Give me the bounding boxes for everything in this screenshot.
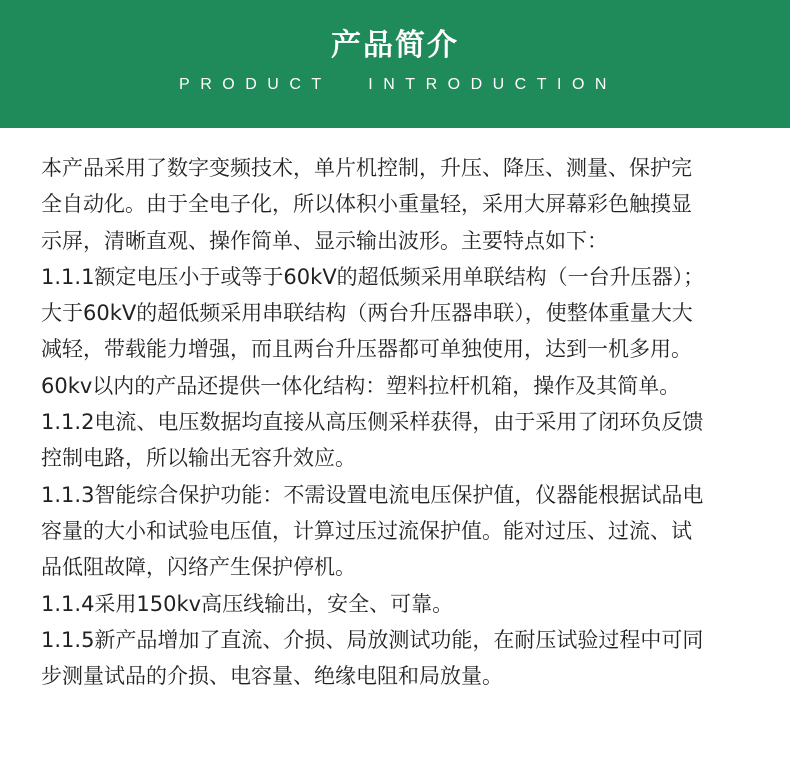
header-banner	[0, 0, 790, 128]
text-line: 1.1.3智能综合保护功能：不需设置电流电压保护值，仪器能根据试品电	[41, 482, 704, 507]
intro-text	[41, 150, 765, 694]
text-line: 控制电路，所以输出无容升效应。	[41, 446, 356, 471]
text-line: 全自动化。由于全电子化，所以体积小重量轻，采用大屏幕彩色触摸显	[41, 192, 692, 217]
text-line: 1.1.5新产品增加了直流、介损、局放测试功能，在耐压试验过程中可同	[41, 627, 704, 652]
text-line: 1.1.2电流、电压数据均直接从高压侧采样获得，由于采用了闭环负反馈	[41, 410, 704, 435]
page-subtitle: PRODUCT INTRODUCTION	[179, 76, 617, 93]
text-line: 步测量试品的介损、电容量、绝缘电阻和局放量。	[41, 664, 503, 689]
text-line: 示屏，清晰直观、操作简单、显示输出波形。主要特点如下：	[41, 228, 608, 253]
text-line: 品低阻故障，闪络产生保护停机。	[41, 555, 356, 580]
text-line: 60kv以内的产品还提供一体化结构：塑料拉杆机箱，操作及其简单。	[41, 373, 681, 398]
text-line: 本产品采用了数字变频技术，单片机控制，升压、降压、测量、保护完	[41, 156, 692, 180]
text-line: 容量的大小和试验电压值，计算过压过流保护值。能对过压、过流、试	[41, 518, 692, 543]
text-line: 减轻，带载能力增强，而且两台升压器都可单独使用，达到一机多用。	[41, 337, 692, 362]
text-line: 1.1.1额定电压小于或等于60kV的超低频采用单联结构（一台升压器）；	[41, 264, 705, 289]
text-line: 大于60kV的超低频采用串联结构（两台升压器串联），使整体重量大大	[41, 301, 693, 326]
page-title: 产品简介	[331, 28, 459, 63]
text-line: 1.1.4采用150kv高压线输出，安全、可靠。	[41, 591, 454, 616]
